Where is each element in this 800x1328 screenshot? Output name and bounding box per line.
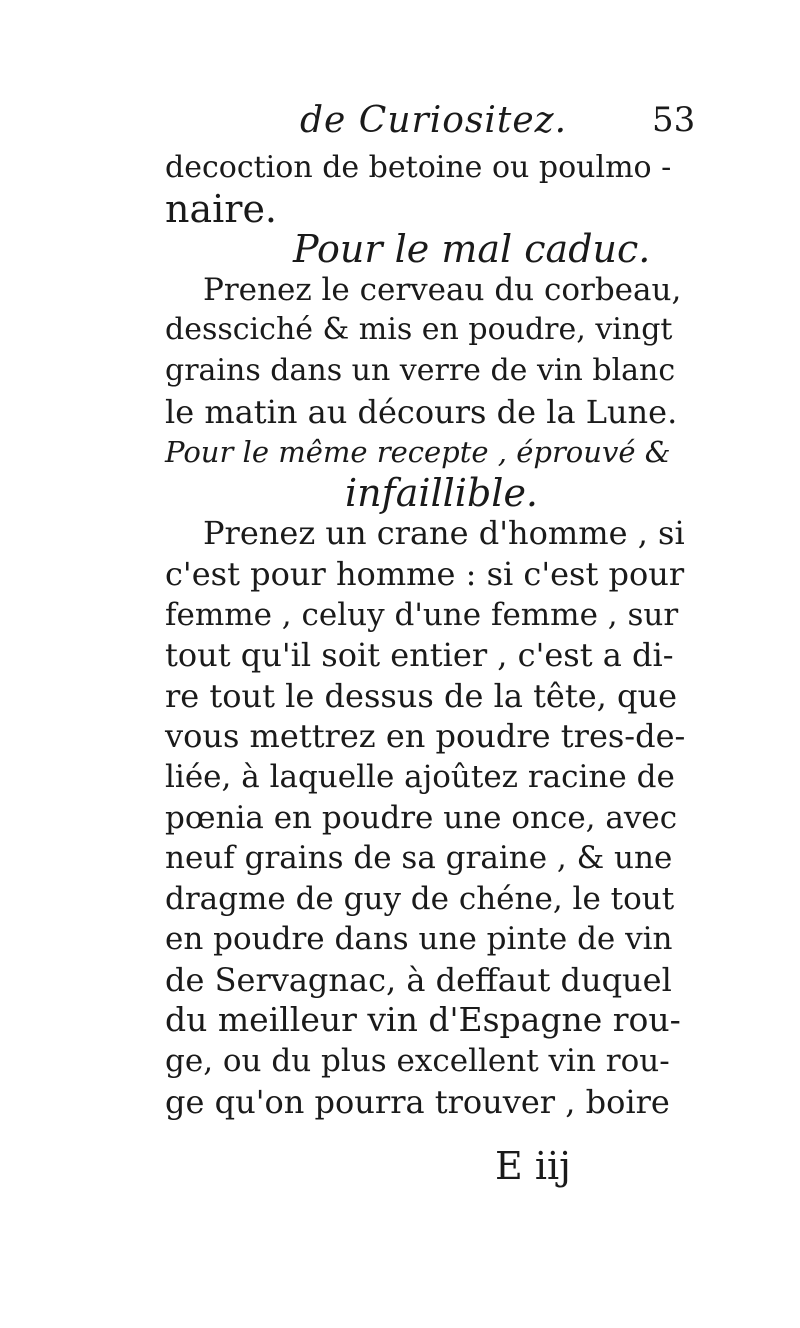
text-line: du meilleur vin d'Espagne rou-	[165, 1000, 681, 1040]
text-line: de Servagnac, à deffaut duquel	[165, 960, 672, 999]
section-heading: infaillible.	[345, 470, 539, 515]
text-line: naire.	[165, 186, 278, 231]
running-title: de Curiositez.	[300, 100, 568, 141]
text-line: ge qu'on pourra trouver , boire	[165, 1082, 670, 1121]
text-line: neuf grains de sa graine , & une	[165, 840, 673, 877]
catchword: E iij	[495, 1144, 571, 1188]
section-heading: Pour le mal caduc.	[293, 227, 651, 272]
text-line: liée, à laquelle ajoûtez racine de	[165, 758, 675, 795]
text-line: dragme de guy de chéne, le tout	[165, 880, 675, 917]
text-line: Prenez un crane d'homme , si	[203, 514, 685, 553]
text-line: ge, ou du plus excellent vin rou-	[165, 1043, 670, 1080]
page-number: 53	[652, 100, 696, 140]
body-text	[165, 148, 685, 1122]
text-line: femme , celuy d'une femme , sur	[165, 596, 679, 633]
text-line: dessciché & mis en poudre, vingt	[165, 312, 673, 348]
text-line: pœnia en poudre une once, avec	[165, 799, 678, 836]
text-line: grains dans un verre de vin blanc	[165, 352, 676, 388]
section-heading: Pour le même recepte , éprouvé &	[165, 435, 671, 470]
text-line: Prenez le cerveau du corbeau,	[203, 271, 682, 308]
text-line: le matin au décours de la Lune.	[165, 392, 678, 431]
text-line: vous mettrez en poudre tres-de-	[165, 717, 686, 756]
text-line: en poudre dans une pinte de vin	[165, 921, 673, 958]
text-line: c'est pour homme : si c'est pour	[165, 554, 685, 593]
text-line: decoction de betoine ou poulmo -	[165, 150, 672, 185]
text-line: tout qu'il soit entier , c'est a di-	[165, 636, 674, 675]
text-line: re tout le dessus de la tête, que	[165, 676, 678, 715]
